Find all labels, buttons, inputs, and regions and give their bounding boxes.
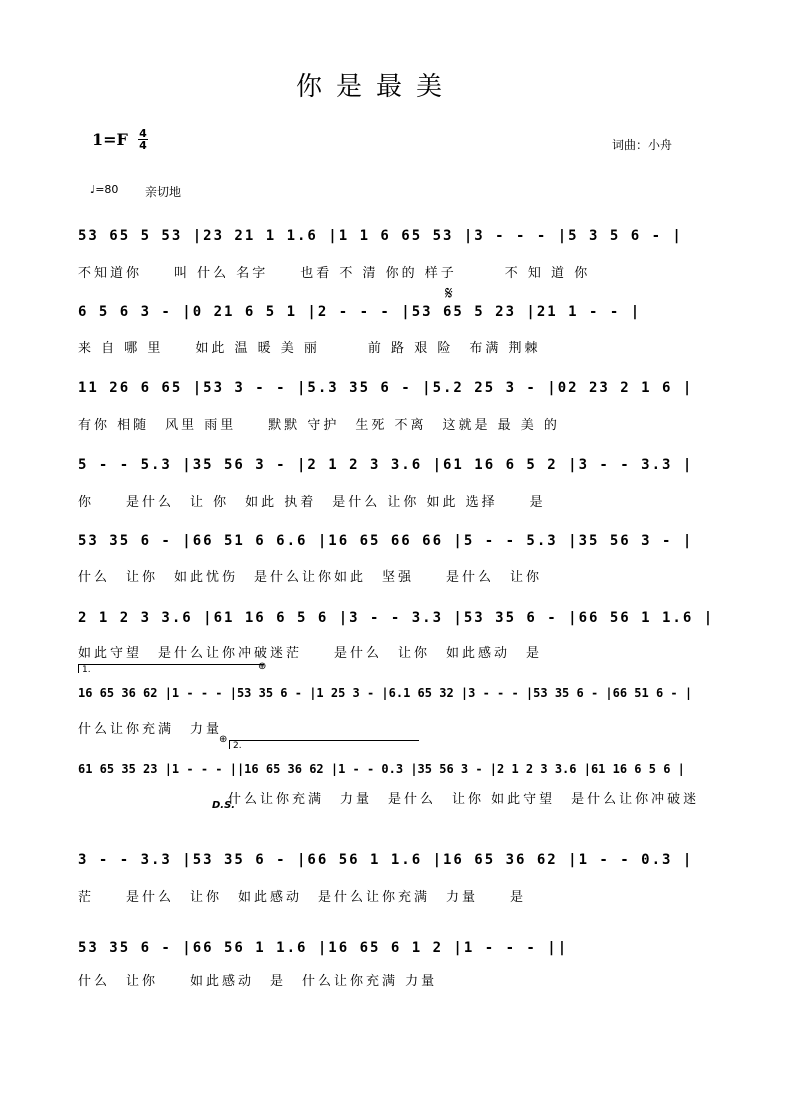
lyrics-line-1: 不知道你 叫 什么 名字 也看 不 清 你的 样子 不 知 道 你 [78, 266, 591, 281]
volta-1-label: 1. [82, 665, 91, 675]
lyrics-line-10: 什么 让你 如此感动 是 什么让你充满 力量 [78, 974, 438, 989]
credit: 词曲：小舟 [612, 138, 673, 152]
ds-marking: D.S. [212, 800, 236, 811]
expression-marking: 亲切地 [145, 185, 182, 199]
lyrics-line-3: 有你 相随 风里 雨里 默默 守护 生死 不离 这就是 最 美 的 [78, 418, 560, 433]
lyrics-line-8: 什么让你充满 力量 是什么 让你 如此守望 是什么让你冲破迷 [228, 792, 700, 807]
volta-1 [78, 664, 264, 673]
coda-icon-2: ⊕ [219, 734, 228, 745]
notation-line-2: 6 5 6 3 - |0 21 6 5 1 |2 - - - |53 65 5 23 |21 1 - - | [78, 304, 642, 320]
volta-2-label: 2. [233, 741, 242, 751]
lyrics-line-7: 什么让你充满 力量 [78, 722, 223, 737]
notation-line-4: 5 - - 5.3 |35 56 3 - |2 1 2 3 3.6 |61 16 6 5 2 |3 - - 3.3 | [78, 457, 694, 473]
lyrics-line-6: 如此守望 是什么让你冲破迷茫 是什么 让你 如此感动 是 [78, 646, 543, 661]
lyrics-line-2: 来 自 哪 里 如此 温 暖 美 丽 前 路 艰 险 布满 荆棘 [78, 341, 541, 356]
notation-line-5: 53 35 6 - |66 51 6 6.6 |16 65 66 66 |5 - - 5.3 |35 56 3 - | [78, 533, 694, 549]
notation-line-8: 61 65 35 23 |1 - - - ||16 65 36 62 |1 - - 0.3 |35 56 3 - |2 1 2 3 3.6 |61 16 6 5 6 | [78, 762, 685, 776]
key-signature: 1=F [92, 130, 128, 149]
lyrics-line-9: 茫 是什么 让你 如此感动 是什么让你充满 力量 是 [78, 890, 527, 905]
page-title: 你是最美 [296, 72, 457, 102]
tempo-marking: ♩=80 [90, 183, 119, 196]
notation-line-10: 53 35 6 - |66 56 1 1.6 |16 65 6 1 2 |1 - - - || [78, 940, 569, 956]
volta-2 [229, 740, 419, 749]
notation-line-6: 2 1 2 3 3.6 |61 16 6 5 6 |3 - - 3.3 |53 35 6 - |66 56 1 1.6 | [78, 610, 715, 626]
lyrics-line-5: 什么 让你 如此忧伤 是什么让你如此 坚强 是什么 让你 [78, 570, 543, 585]
notation-line-3: 11 26 6 65 |53 3 - - |5.3 35 6 - |5.2 25 3 - |02 23 2 1 6 | [78, 380, 694, 396]
notation-line-1: 53 65 5 53 |23 21 1 1.6 |1 1 6 65 53 |3 - - - |5 3 5 6 - | [78, 228, 683, 244]
time-signature-bottom: 4 [139, 139, 147, 152]
notation-line-7: 16 65 36 62 |1 - - - |53 35 6 - |1 25 3 - |6.1 65 32 |3 - - - |53 35 6 - |66 51 6 - | [78, 686, 693, 700]
time-signature-top: 4 [139, 127, 147, 140]
lyrics-line-4: 你 是什么 让 你 如此 执着 是什么 让你 如此 选择 是 [78, 495, 546, 510]
coda-icon-1: ⊕ [258, 661, 267, 672]
time-signature [138, 128, 148, 151]
notation-line-9: 3 - - 3.3 |53 35 6 - |66 56 1 1.6 |16 65 36 62 |1 - - 0.3 | [78, 852, 694, 868]
segno-icon: 𝄋 [445, 283, 453, 304]
